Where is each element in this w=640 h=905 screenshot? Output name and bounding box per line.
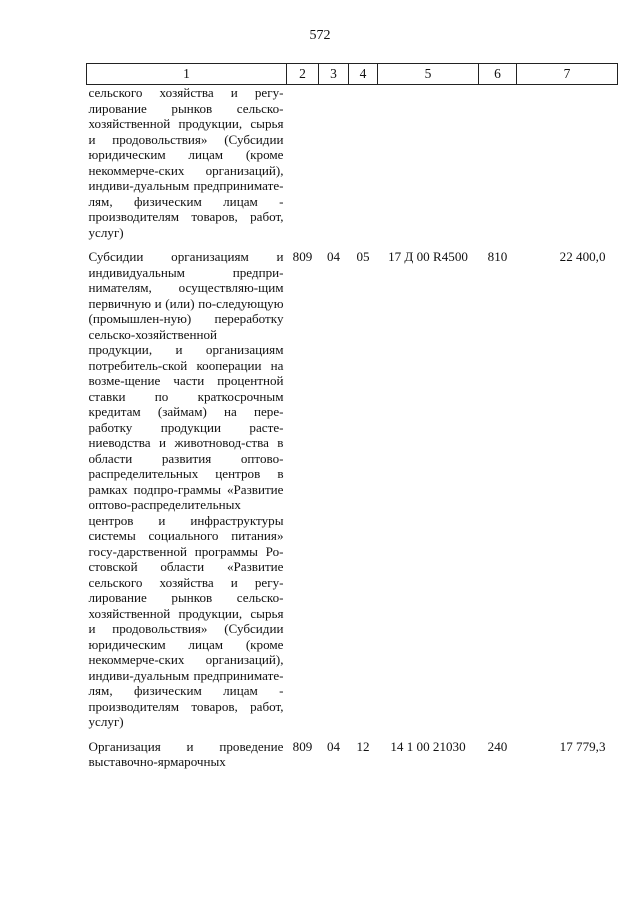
page-number: 572: [309, 28, 331, 43]
table-row: [87, 730, 618, 770]
section-code: [319, 85, 349, 241]
table-row: [87, 85, 618, 241]
expense-type-code: 810: [487, 249, 508, 264]
column-header: 7: [517, 64, 618, 85]
amount: [517, 85, 618, 241]
row-description: Субсидии организациям и индивидуальным предпри-нимателям, осуществляю-щим первичную и (или) по-следующую (промышлен-ную) переработку сельско-хозяйственной продукции, и организациям потребитель-ской кооперации на возме-щение части процентной ставки по краткосрочным кредитам (займам) на пере-работку продукции расте-ниеводства и животновод-ства в области развития оптово-распределительных центров в рамках подпро-граммы «Развитие оптово-распределительных центров и инфраструктуры системы социального питания» госу-дарственной программы Ро-стовской области «Развитие сельского хозяйства и регу-лирование рынков сельско-хозяйственной продукции, сырья и продовольствия» (Субсидии юридическим лицам (кроме некоммерче-ских организаций), индиви-дуальным предпринимате-лям, физическим лицам - производителям товаров, работ, услуг): [88, 249, 284, 729]
target-article-code: 14 1 00 21030: [390, 738, 466, 754]
section-code: 04: [326, 249, 341, 264]
subsection-code: [349, 85, 378, 241]
expense-type-code: 240: [487, 738, 508, 754]
header-row: [87, 64, 618, 85]
ministry-code: 809: [292, 249, 313, 264]
column-header: 5: [378, 64, 479, 85]
subsection-code: 12: [356, 738, 370, 754]
ministry-code: 809: [292, 738, 313, 754]
amount: 22 400,0: [559, 249, 606, 264]
target-article-code: [378, 85, 479, 241]
column-header: 6: [479, 64, 517, 85]
column-header: 1: [87, 64, 287, 85]
amount: 17 779,3: [559, 738, 606, 754]
row-description: сельского хозяйства и регу-лирование рынков сельско-хозяйственной продукции, сырья и продовольствия» (Субсидии юридическим лицам (кроме некоммерче-ских организаций), индиви-дуальным предпринимате-лям, физическим лицам - производителям товаров, работ, услуг): [88, 85, 284, 240]
section-code: 04: [326, 738, 341, 754]
ministry-code: [287, 85, 319, 241]
expense-type-code: [479, 85, 517, 241]
column-header: 2: [287, 64, 319, 85]
column-header: 4: [349, 64, 378, 85]
table-row: [87, 240, 618, 730]
target-article-code: 17 Д 00 R4500: [388, 249, 468, 264]
subsection-code: 05: [356, 249, 370, 264]
table-header: [87, 64, 618, 85]
budget-table: [86, 63, 618, 770]
row-description: Организация и проведение выставочно-ярмарочных: [88, 738, 284, 769]
column-header: 3: [319, 64, 349, 85]
